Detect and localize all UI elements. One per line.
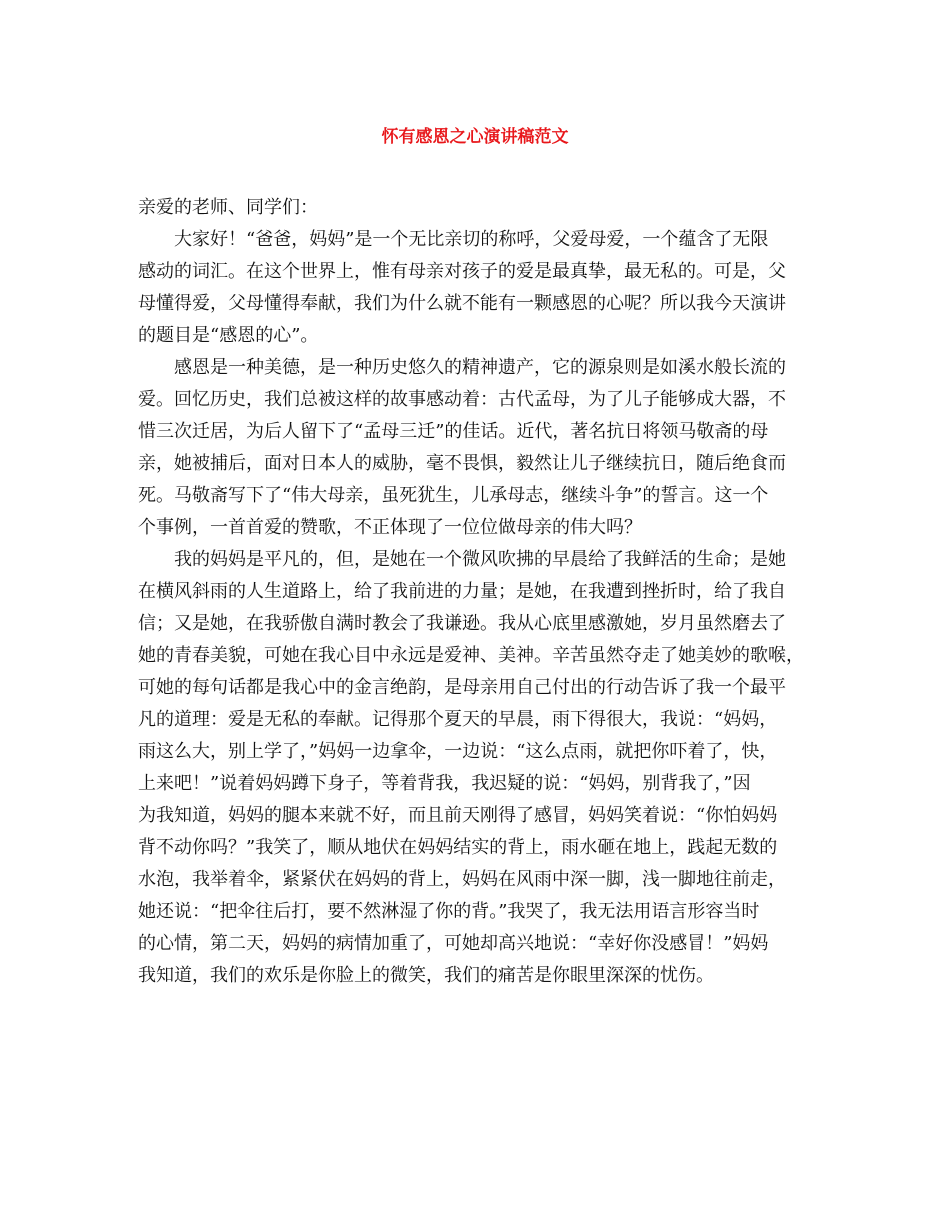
text-line: 在横风斜雨的人生道路上，给了我前进的力量；是她，在我遭到挫折时，给了我自 (138, 581, 786, 602)
document-body (138, 192, 824, 992)
text-line: 背不动你吗？”我笑了，顺从地伏在妈妈结实的背上，雨水砸在地上，践起无数的 (138, 837, 778, 858)
text-line: 我知道，我们的欢乐是你脸上的微笑，我们的痛苦是你眼里深深的忧伤。 (138, 965, 714, 986)
text-line: 我的妈妈是平凡的，但，是她在一个微风吹拂的早晨给了我鲜活的生命；是她 (174, 549, 786, 570)
text-line: 雨这么大，别上学了，”妈妈一边拿伞，一边说：“这么点雨，就把你吓着了，快， (138, 741, 778, 762)
text-line: 大家好！“爸爸，妈妈”是一个无比亲切的称呼，父爱母爱，一个蕴含了无限 (174, 229, 769, 250)
document-title: 怀有感恩之心演讲稿范文 (381, 127, 569, 147)
text-line: 上来吧！”说着妈妈蹲下身子，等着背我，我迟疑的说：“妈妈，别背我了，”因 (138, 773, 751, 794)
text-line: 的心情，第二天，妈妈的病情加重了，可她却高兴地说：“幸好你没感冒！”妈妈 (138, 933, 769, 954)
text-line: 感动的词汇。在这个世界上，惟有母亲对孩子的爱是最真挚，最无私的。可是，父 (138, 261, 786, 282)
paragraph-3 (138, 544, 824, 992)
text-line: 的题目是“感恩的心”。 (138, 325, 319, 346)
text-line: 感恩是一种美德，是一种历史悠久的精神遗产，它的源泉则是如溪水般长流的 (174, 357, 786, 378)
paragraph-2 (138, 352, 824, 544)
text-line: 亲，她被捕后，面对日本人的威胁，毫不畏惧，毅然让儿子继续抗日，随后绝食而 (138, 453, 786, 474)
text-line: 爱。回忆历史，我们总被这样的故事感动着：古代孟母，为了儿子能够成大器，不 (138, 389, 786, 410)
text-line: 为我知道，妈妈的腿本来就不好，而且前天刚得了感冒，妈妈笑着说：“你怕妈妈 (138, 805, 778, 826)
text-line: 她的青春美貌，可她在我心目中永远是爱神、美神。辛苦虽然夺走了她美妙的歌喉， (138, 645, 804, 666)
paragraph-1 (138, 224, 824, 352)
text-line: 水泡，我举着伞，紧紧伏在妈妈的背上，妈妈在风雨中深一脚，浅一脚地往前走， (138, 869, 786, 890)
text-line: 死。马敬斋写下了“伟大母亲，虽死犹生，儿承母志，继续斗争”的誓言。这一个 (138, 485, 769, 506)
text-line: 母懂得爱，父母懂得奉献，我们为什么就不能有一颗感恩的心呢？所以我今天演讲 (138, 293, 786, 314)
text-line: 她还说：“把伞往后打，要不然淋湿了你的背。”我哭了，我无法用语言形容当时 (138, 901, 760, 922)
text-line: 信；又是她，在我骄傲自满时教会了我谦逊。我从心底里感激她，岁月虽然磨去了 (138, 613, 786, 634)
greeting-line: 亲爱的老师、同学们： (138, 197, 318, 218)
text-line: 惜三次迁居，为后人留下了“孟母三迁”的佳话。近代，著名抗日将领马敬斋的母 (138, 421, 769, 442)
text-line: 可她的每句话都是我心中的金言绝韵，是母亲用自己付出的行动告诉了我一个最平 (138, 677, 786, 698)
text-line: 个事例，一首首爱的赞歌，不正体现了一位位做母亲的伟大吗？ (138, 517, 642, 538)
text-line: 凡的道理：爱是无私的奉献。记得那个夏天的早晨，雨下得很大，我说：“妈妈， (138, 709, 778, 730)
